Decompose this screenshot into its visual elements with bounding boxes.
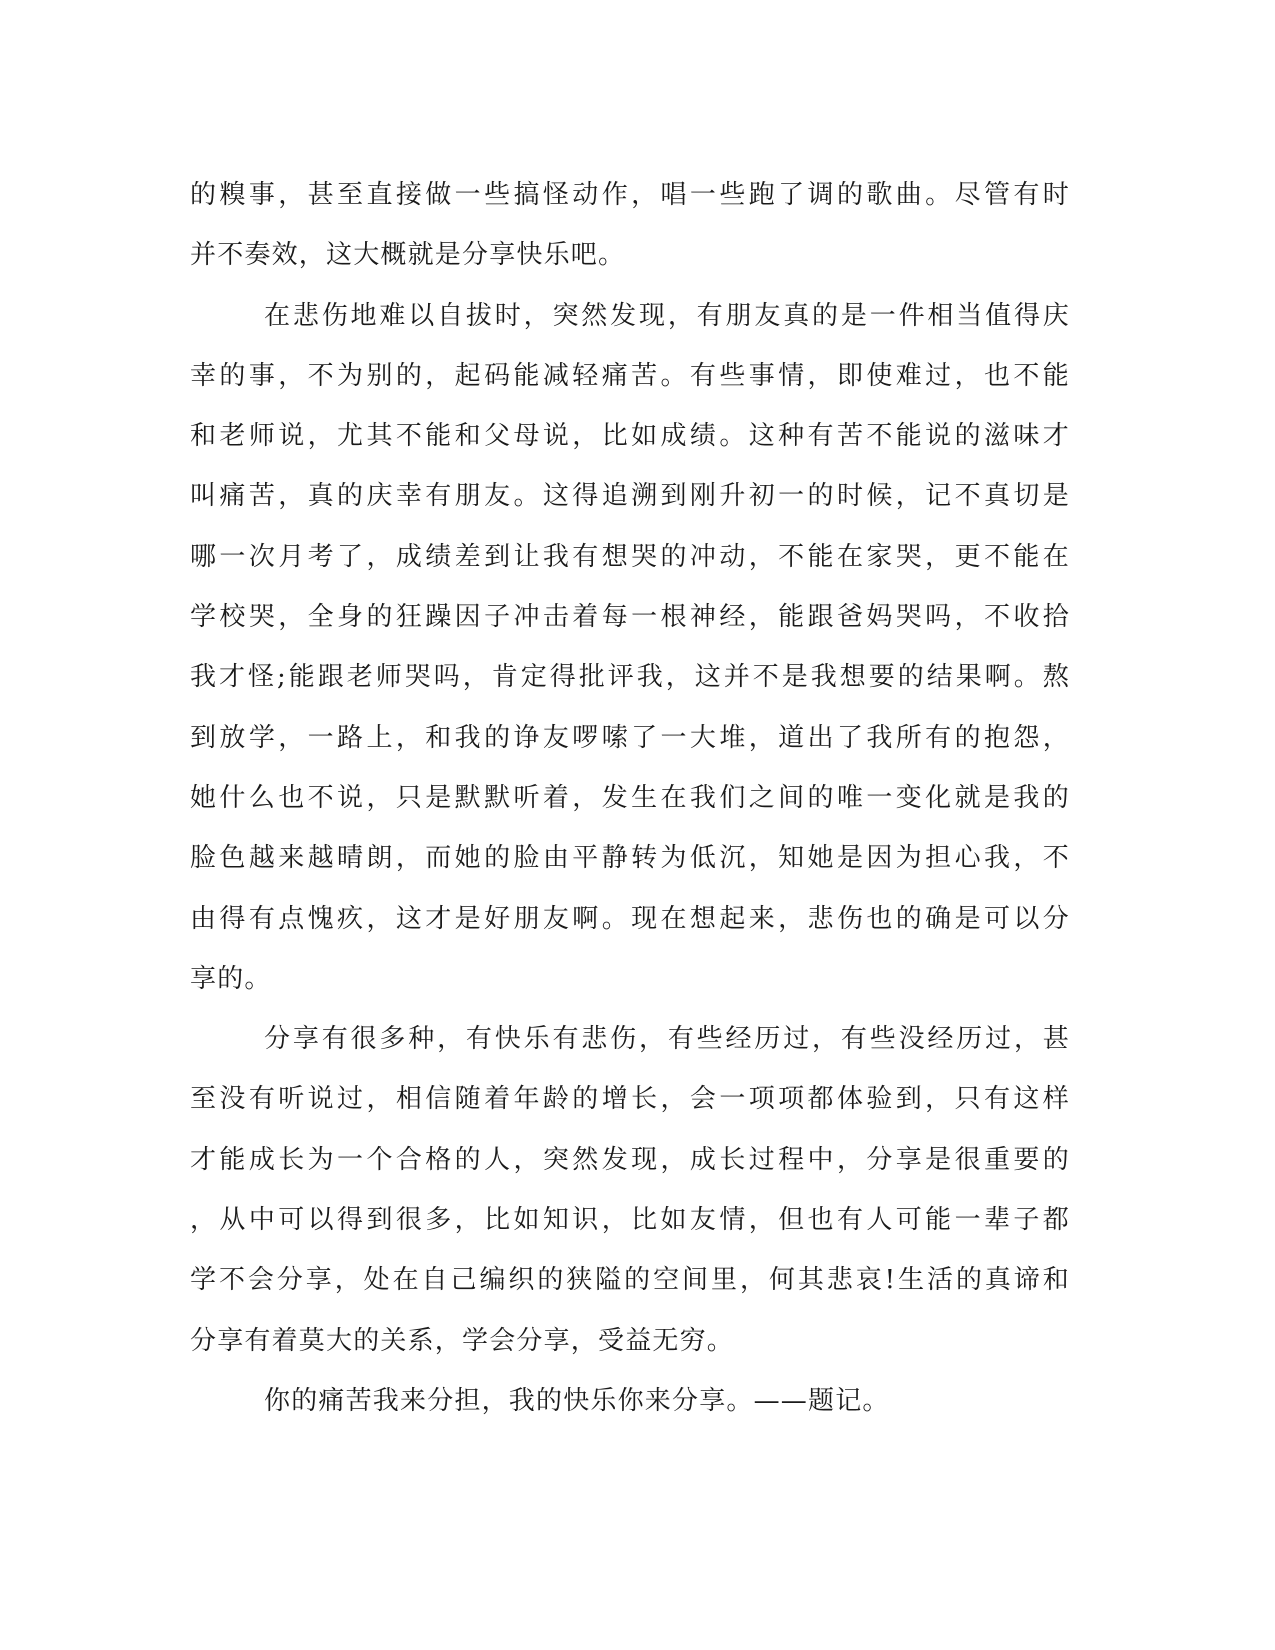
- text-line: 学不会分享，处在自己编织的狭隘的空间里，何其悲哀!生活的真谛和: [190, 1265, 1070, 1296]
- paragraph-start-line: 在悲伤地难以自拔时，突然发现，有朋友真的是一件相当值得庆: [264, 300, 1070, 331]
- text-line: 哪一次月考了，成绩差到让我有想哭的冲动，不能在家哭，更不能在: [190, 541, 1070, 572]
- text-line: 和老师说，尤其不能和父母说，比如成绩。这种有苦不能说的滋味才: [190, 421, 1070, 452]
- text-line: 才能成长为一个合格的人，突然发现，成长过程中，分享是很重要的: [190, 1144, 1070, 1175]
- text-line: 脸色越来越晴朗，而她的脸由平静转为低沉，知她是因为担心我，不: [190, 843, 1070, 874]
- text-line: 我才怪;能跟老师哭吗，肯定得批评我，这并不是我想要的结果啊。熬: [190, 662, 1070, 693]
- text-line: 到放学，一路上，和我的诤友啰嗦了一大堆，道出了我所有的抱怨，: [190, 722, 1070, 753]
- text-line: 她什么也不说，只是默默听着，发生在我们之间的唯一变化就是我的: [190, 782, 1070, 813]
- epigraph-line: 你的痛苦我来分担，我的快乐你来分享。——题记。: [264, 1385, 890, 1416]
- text-line: 的糗事，甚至直接做一些搞怪动作，唱一些跑了调的歌曲。尽管有时: [190, 180, 1070, 210]
- text-line: 叫痛苦，真的庆幸有朋友。这得追溯到刚升初一的时候，记不真切是: [190, 481, 1070, 512]
- text-line: 由得有点愧疚，这才是好朋友啊。现在想起来，悲伤也的确是可以分: [190, 903, 1070, 934]
- text-line: ，从中可以得到很多，比如知识，比如友情，但也有人可能一辈子都: [190, 1205, 1070, 1236]
- document-body: [190, 165, 1070, 1431]
- paragraph-start-line: 分享有很多种，有快乐有悲伤，有些经历过，有些没经历过，甚: [264, 1024, 1070, 1055]
- text-line: 幸的事，不为别的，起码能减轻痛苦。有些事情，即使难过，也不能: [190, 360, 1070, 391]
- text-line: 并不奏效，这大概就是分享快乐吧。: [190, 240, 626, 271]
- text-line: 学校哭，全身的狂躁因子冲击着每一根神经，能跟爸妈哭吗，不收拾: [190, 602, 1070, 633]
- text-line: 享的。: [190, 963, 272, 994]
- text-line: 分享有着莫大的关系，学会分享，受益无穷。: [190, 1325, 735, 1356]
- text-line: 至没有听说过，相信随着年龄的增长，会一项项都体验到，只有这样: [190, 1084, 1070, 1115]
